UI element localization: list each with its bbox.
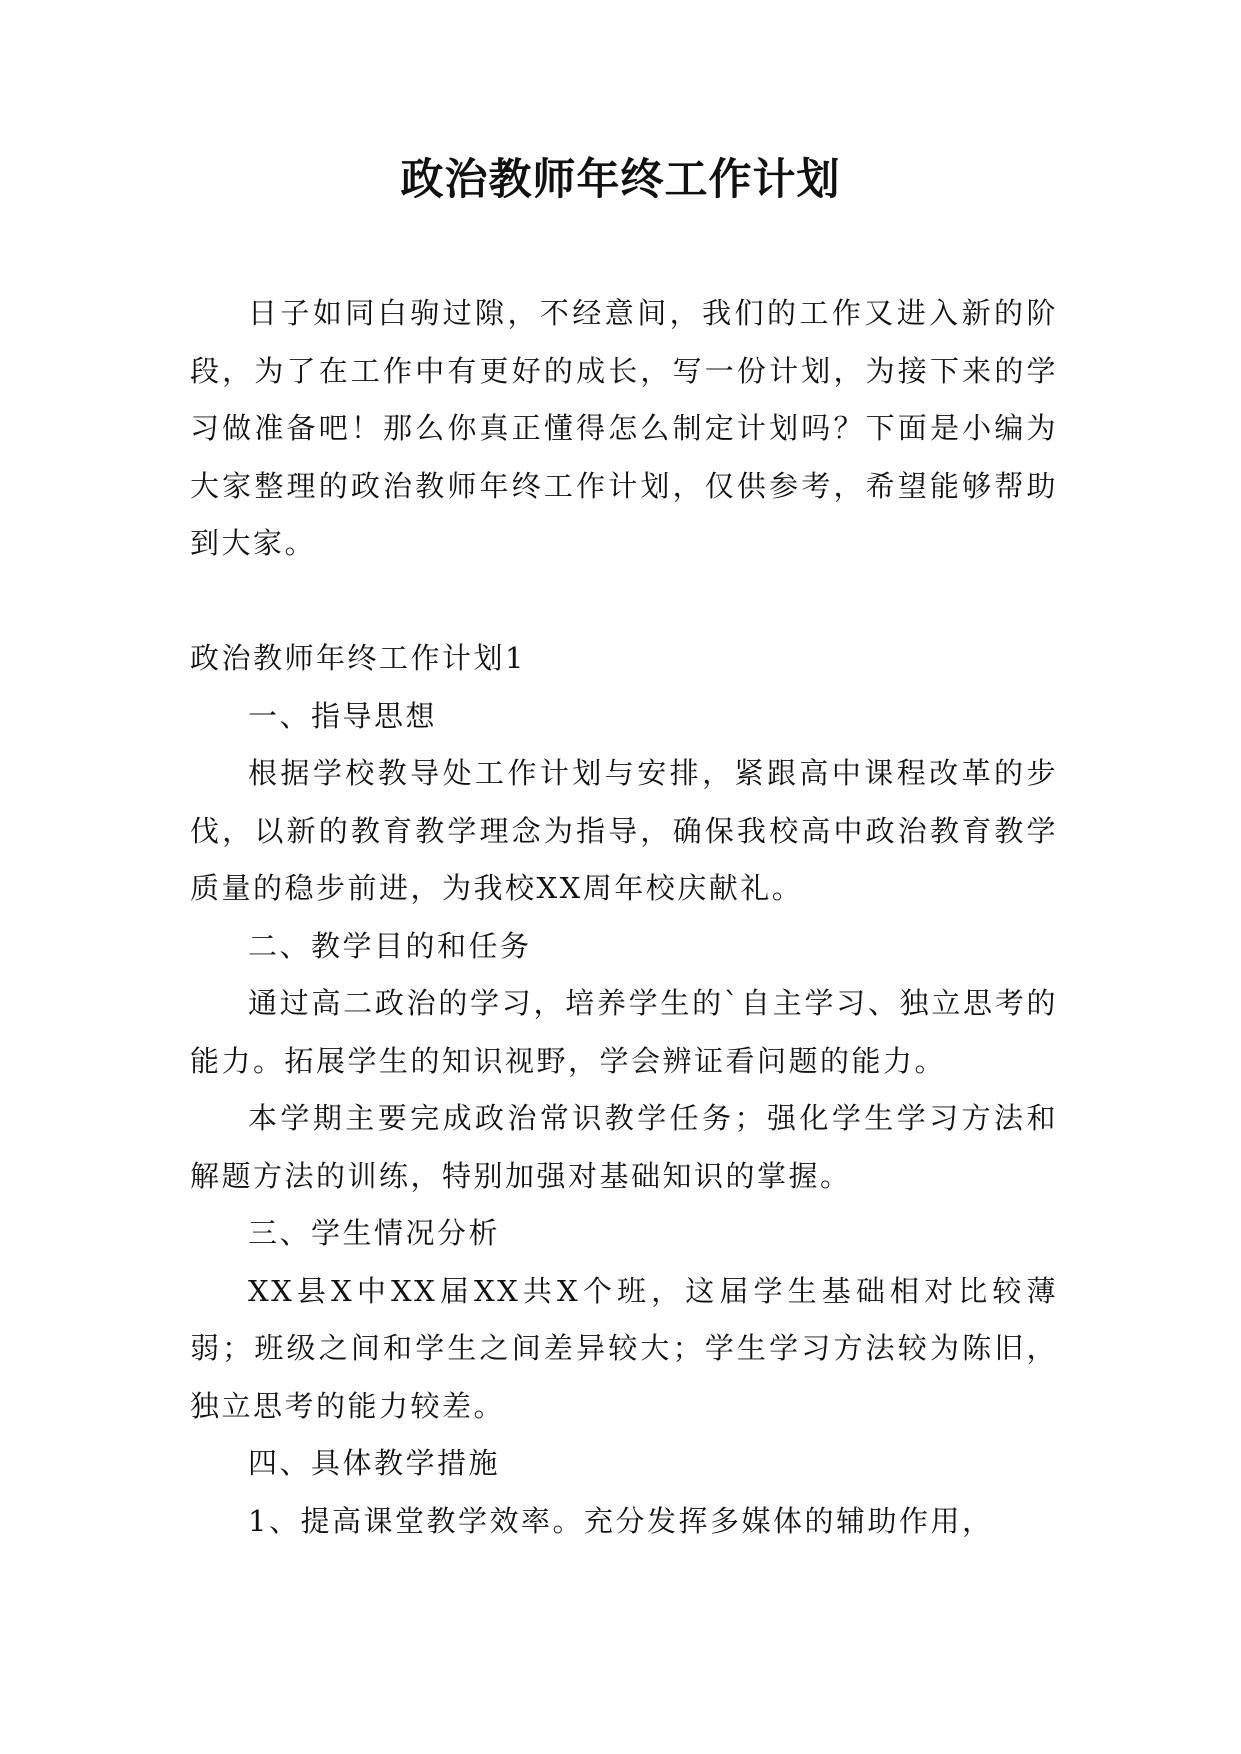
document-title: 政治教师年终工作计划 bbox=[400, 155, 841, 205]
paragraph-spacer bbox=[190, 573, 1058, 631]
heading-guiding-ideology: 一、指导思想 bbox=[248, 698, 438, 733]
intro-paragraph: 日子如同白驹过隙，不经意间，我们的工作又进入新的阶段，为了在工作中有更好的成长，写一份计划，为接下来的学习做准备吧！那么你真正懂得怎么制定计划吗？下面是小编为大家整理的政治教师年终工作计划，仅供参考，希望能够帮助到大家。 bbox=[190, 296, 1058, 560]
heading-teaching-measures: 四、具体教学措施 bbox=[248, 1446, 501, 1480]
body-paragraph: 根据学校教导处工作计划与安排，紧跟高中课程改革的步伐，以新的教育教学理念为指导，确保我校高中政治教育教学质量的稳步前进，为我校XX周年校庆献礼。 bbox=[190, 756, 1058, 905]
body-paragraph: 通过高二政治的学习，培养学生的`自主学习、独立思考的能力。拓展学生的知识视野，学会辨证看问题的能力。 bbox=[190, 986, 1058, 1078]
body-paragraph: 1、提高课堂教学效率。充分发挥多媒体的辅助作用， bbox=[248, 1503, 994, 1538]
body-paragraph: 本学期主要完成政治常识教学任务；强化学生学习方法和解题方法的训练，特别加强对基础知识的掌握。 bbox=[190, 1101, 1058, 1193]
document-body bbox=[190, 285, 1058, 1550]
heading-teaching-goals: 二、教学目的和任务 bbox=[248, 928, 532, 963]
body-paragraph: XX县X中XX届XX共X个班，这届学生基础相对比较薄弱；班级之间和学生之间差异较大；学生学习方法较为陈旧，独立思考的能力较差。 bbox=[190, 1273, 1058, 1423]
section-title: 政治教师年终工作计划1 bbox=[190, 641, 526, 675]
heading-student-analysis: 三、学生情况分析 bbox=[248, 1216, 501, 1250]
